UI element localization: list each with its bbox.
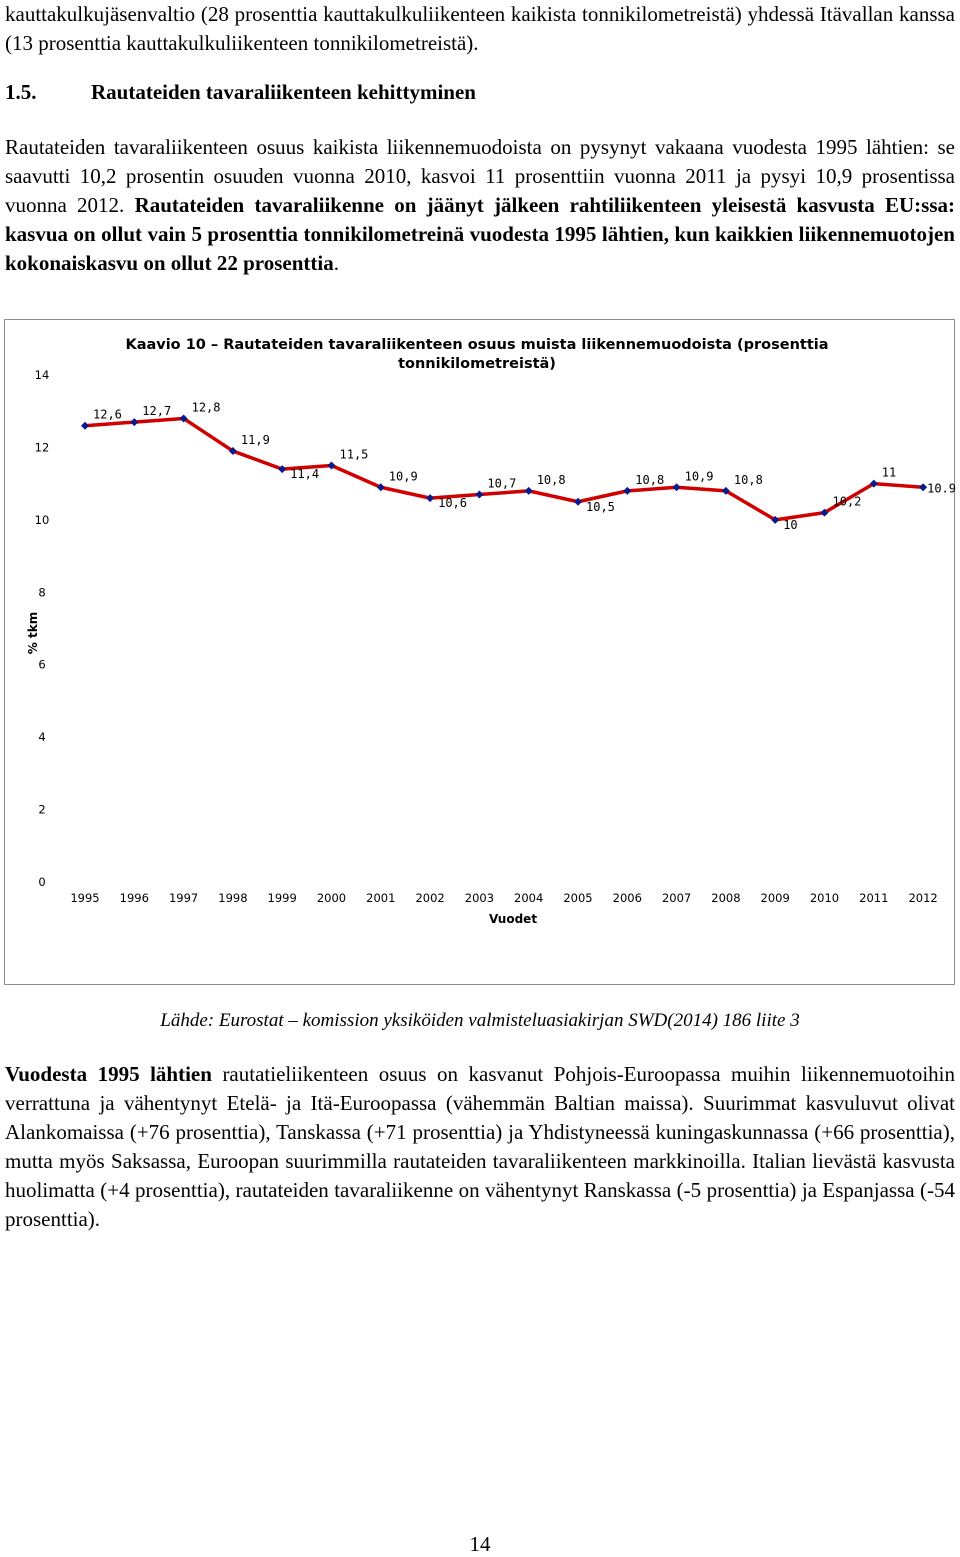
- paragraph-rail-share: [5, 133, 955, 278]
- data-point: [426, 494, 434, 502]
- x-tick-label: 2009: [760, 891, 790, 905]
- data-label: 11,5: [339, 447, 369, 462]
- chart-svg: [5, 320, 956, 986]
- data-label: 11,9: [240, 433, 270, 448]
- data-point: [574, 498, 582, 506]
- paragraph-rail-share-text: Rautateiden tavaraliikenteen osuus kaikista liikennemuodoista on pysynyt vakaana vuodesta 1995 lähtien: se saavutti 10,2 prosentin osuuden vuonna 2010, kasvoi 11 prosenttiin vuonna 2011 ja pysyi 10,9 prosentissa vuonna 2012.: [5, 135, 955, 217]
- data-label: 10: [783, 517, 798, 532]
- series-line: [85, 418, 923, 519]
- paragraph-rail-share-end: .: [333, 251, 339, 275]
- x-tick-label: 1998: [218, 891, 248, 905]
- data-label: 10.9: [927, 481, 956, 496]
- x-tick-label: 2006: [612, 891, 642, 905]
- x-tick-label: 2010: [809, 891, 840, 905]
- data-point: [130, 418, 138, 426]
- intro-paragraph: [5, 0, 955, 58]
- y-tick-label: 8: [38, 585, 46, 600]
- x-axis-label: Vuodet: [488, 912, 538, 926]
- paragraph-regional-text: rautatieliikenteen osuus on kasvanut Pohjois-Euroopassa muihin liikennemuotoihin verrattuna ja vähentynyt Etelä- ja Itä-Euroopassa (vähemmän Baltian maissa). Suurimmat kasvuluvut olivat Alankomaissa (+76 prosenttia), Tanskassa (+71 prosenttia) ja Yhdistyneessä kuningaskunnassa (+66 prosenttia), mutta myös Saksassa, Euroopan suurimmilla rautateiden tavaraliikenteen markkinoilla. Italian lievästä kasvusta huolimatta (+4 prosenttia), rautateiden tavaraliikenne on vähentynyt Ranskassa (-5 prosenttia) ja Espanjassa (-54 prosenttia).: [5, 1062, 955, 1231]
- y-tick-label: 4: [38, 730, 46, 745]
- x-tick-label: 2002: [415, 891, 445, 905]
- y-tick-label: 10: [34, 512, 50, 527]
- x-tick-label: 2011: [859, 891, 889, 905]
- chart-source: Lähde: Eurostat – komission yksiköiden valmisteluasiakirjan SWD(2014) 186 liite 3: [160, 1010, 800, 1031]
- data-label: 10,5: [586, 499, 615, 514]
- x-tick-label: 2001: [366, 891, 396, 905]
- data-label: 12,7: [142, 404, 172, 419]
- paragraph-rail-share-bold: Rautateiden tavaraliikenne on jäänyt jälkeen rahtiliikenteen yleisestä kasvusta EU:ssa: kasvua on ollut vain 5 prosenttia tonnikilometreinä vuodesta 1995 lähtien, kun kaikkien liikennemuotojen kokonaiskasvu on ollut 22 prosenttia: [5, 193, 955, 275]
- data-label: 11: [881, 465, 897, 480]
- y-tick-label: 6: [38, 657, 46, 672]
- x-tick-label: 2004: [514, 891, 544, 905]
- section-heading: [5, 80, 476, 105]
- section-title: Rautateiden tavaraliikenteen kehittyminen: [91, 80, 476, 104]
- data-label: 10,8: [733, 472, 763, 487]
- rail-share-chart: [4, 319, 955, 985]
- x-tick-labels: [70, 891, 937, 905]
- data-label: 10,8: [536, 472, 566, 487]
- data-point: [919, 483, 927, 491]
- data-label: 10,6: [438, 496, 468, 511]
- y-axis-label: % tkm: [26, 611, 40, 655]
- series-rail-share: [81, 414, 927, 523]
- intro-paragraph-text: kauttakulkujäsenvaltio (28 prosenttia kauttakulkuliikenteen kaikista tonnikilometreistä) yhdessä Itävallan kanssa (13 prosenttia kauttakulkuliikenteen tonnikilometreistä).: [5, 2, 955, 55]
- x-tick-label: 2003: [464, 891, 495, 905]
- page-number: 14: [469, 1532, 491, 1556]
- x-tick-label: 2008: [711, 891, 741, 905]
- data-point: [623, 487, 631, 495]
- data-point: [475, 491, 483, 499]
- y-tick-label: 12: [34, 440, 50, 455]
- paragraph-regional: [5, 1060, 955, 1234]
- x-tick-label: 1995: [70, 891, 100, 905]
- x-tick-label: 1997: [168, 891, 199, 905]
- data-label: 12,6: [93, 407, 122, 422]
- paragraph-regional-bold: Vuodesta 1995 lähtien: [5, 1062, 212, 1086]
- data-label: 10,9: [684, 469, 714, 484]
- data-label: 10,9: [388, 469, 418, 484]
- x-tick-label: 2012: [908, 891, 938, 905]
- y-tick-label: 2: [38, 802, 46, 817]
- x-tick-label: 2000: [316, 891, 347, 905]
- data-label: 12,8: [191, 400, 221, 415]
- data-label: 10,7: [487, 476, 517, 491]
- data-label: 11,4: [290, 467, 320, 482]
- chart-title: Kaavio 10 – Rautateiden tavaraliikenteen osuus muista liikennemuodoista (prosenttia tonnikilometreistä): [125, 337, 829, 372]
- y-tick-label: 14: [34, 368, 50, 382]
- data-point: [525, 487, 533, 495]
- x-tick-label: 1999: [267, 891, 297, 905]
- y-tick-label: 0: [38, 875, 46, 889]
- data-label: 10,8: [635, 472, 665, 487]
- data-point: [81, 422, 89, 430]
- data-label: 10,2: [832, 494, 862, 509]
- x-tick-label: 2005: [563, 891, 593, 905]
- data-point: [673, 483, 681, 491]
- section-number: 1.5.: [5, 80, 37, 104]
- x-tick-label: 1996: [119, 891, 149, 905]
- x-tick-label: 2007: [661, 891, 692, 905]
